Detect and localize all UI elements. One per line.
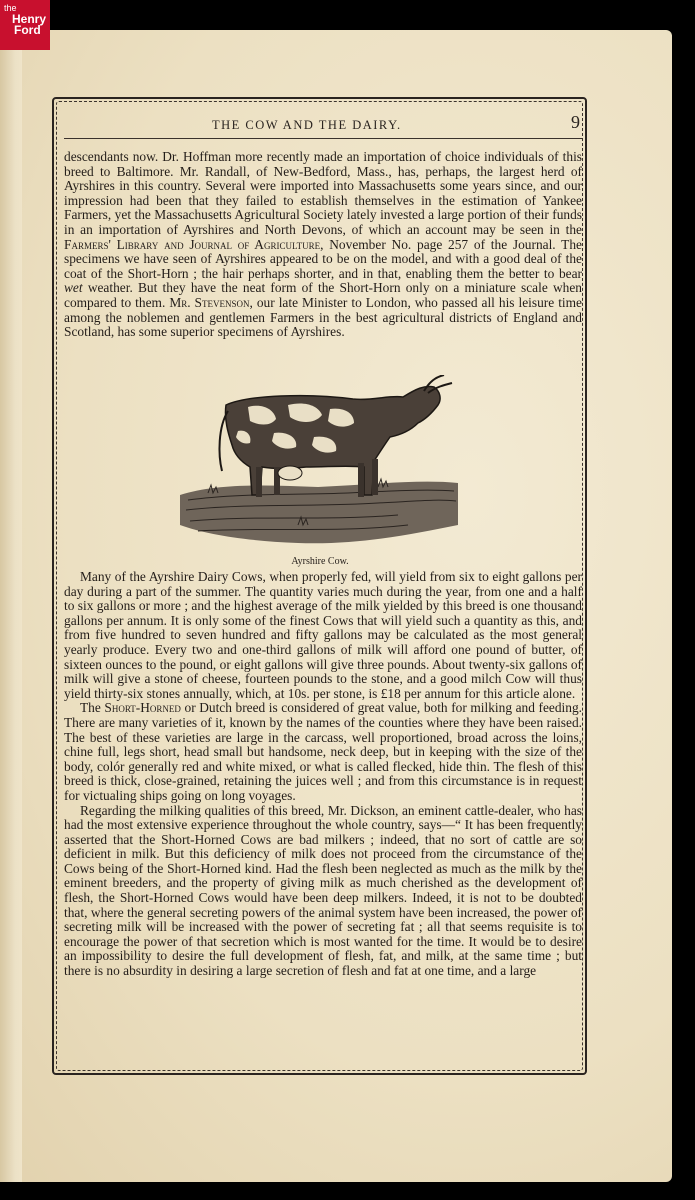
emphasis-word: wet: [64, 280, 83, 296]
figure-caption: Ayrshire Cow.: [291, 556, 349, 567]
page-spine-shadow: [0, 30, 22, 1182]
paragraph-3: [64, 701, 582, 803]
paragraph-1-text-a: descendants now. Dr. Hoffman more recently made an importation of choice individuals of this breed to Baltimore. Mr. Randall, of New-Bedford, Mass., has, perhaps, the largest herd of Ayrshires in this country. Several were imported into Massachusetts some years since, and our impression had been that they failed to establish themselves in the estimation of Yankee Farmers, yet the Massachusetts Agricultural Society lately invested a large portion of their funds in an importation of Ayrshires and North Devons, of which an account may be seen in the: [64, 149, 582, 237]
page-number: 9: [571, 112, 580, 132]
running-title: THE COW AND THE DAIRY.: [212, 118, 402, 132]
breed-name: Short-Horned: [104, 700, 181, 716]
logo-line-3: Ford: [14, 23, 41, 37]
paragraph-3-text-b: or Dutch breed is considered of great value, both for milking and feeding. There are many varieties of it, known by the names of the counties where they have been raised. The best of these varieties are large in the carcass, well proportioned, broad across the loins, chine full, legs short, head small but handsome, neck deep, but in keeping with the size of the body, colór generally red and white mixed, or what is called flecked, hide thin. The flesh of this breed is thick, close-grained, retaining the juices well ; and from this circumstance is in request for victualing ships going on long voyages.: [64, 700, 582, 803]
henry-ford-logo: [0, 0, 50, 50]
running-head: [62, 112, 582, 134]
paragraph-1-text-c: weather. But they have the neat form of the Short-Horn only on a miniature scale when compared to them.: [64, 280, 582, 310]
ayrshire-cow-engraving: [178, 375, 460, 547]
journal-name: Farmers' Library and Journal of Agriculture: [64, 236, 321, 252]
paragraph-4: Regarding the milking qualities of this breed, Mr. Dickson, an eminent cattle-dealer, who has had the most extensive experience throughout the whole country, says—“ It has been frequently asserted that the Short-Horned Cows are bad milkers ; indeed, that no sort of cattle are so deficient in milk. But this deficiency of milk does not proceed from the circumstance of the Cows being of the Short-Horned kind. Had the flesh been neglected as much as the milk by the eminent breeders, and the property of giving milk as much cherished as the development of flesh, the Short-Horned Cows would have been deep milkers. Indeed, it is not to be doubted that, where the general secreting powers of the animal system have been increased, the power of secreting milk will be increased with the power of secreting fat ; all that seems requisite is to encourage the power of that secretion which is most wanted for the time. It would be to desire an impossibility to desire the full development of flesh, fat, and milk, at the same time ; but there is no absurdity in desiring a large secretion of flesh and fat at one time, and a large: [64, 802, 582, 979]
paragraph-2: Many of the Ayrshire Dairy Cows, when properly fed, will yield from six to eight gallons per day during a part of the summer. The quantity varies much during the year, from one and a half to six gallons or more ; and the highest average of the milk yielded by this breed is one thousand gallons per annum. It is only some of the finest Cows that will yield such a quantity as this, and from five hundred to seven hundred and fifty gallons may be calculated as the most general yearly produce. Every two and one-third gallons of milk will afford one pound of butter, of sixteen ounces to the pound, or eight gallons will give three pounds. About twenty-six gallons of milk will give a stone of cheese, fourteen pounds to the stone, and a good milch Cow will thus yield thirty-six stones annually, which, at 10s. per stone, is £18 per annum for this article alone.: [64, 569, 582, 701]
paragraph-3-text-a: The: [80, 700, 105, 716]
text-block-top: [64, 150, 582, 340]
paragraph-1-text-b: , November No. page 257 of the Journal. The specimens we have seen of Ayrshires appeared to be on the model, and with a good deal of the coat of the Short-Horn ; the hair perhaps shorter, and in that, enabling them the better to bear: [64, 236, 582, 281]
logo-line-1: the: [4, 3, 17, 13]
paragraph-1-text-d: , our late Minister to London, who passed all his leisure time among the noblemen and gentlemen Farmers in the best agricultural districts of England and Scotland, has some superior specimens of Ayrshires.: [64, 294, 582, 340]
person-name: Mr. Stevenson: [169, 294, 250, 310]
paragraph-1: [64, 150, 582, 340]
header-rule: [64, 138, 582, 139]
text-block-bottom: [64, 570, 582, 979]
logo-line-2: Henry: [12, 12, 47, 26]
